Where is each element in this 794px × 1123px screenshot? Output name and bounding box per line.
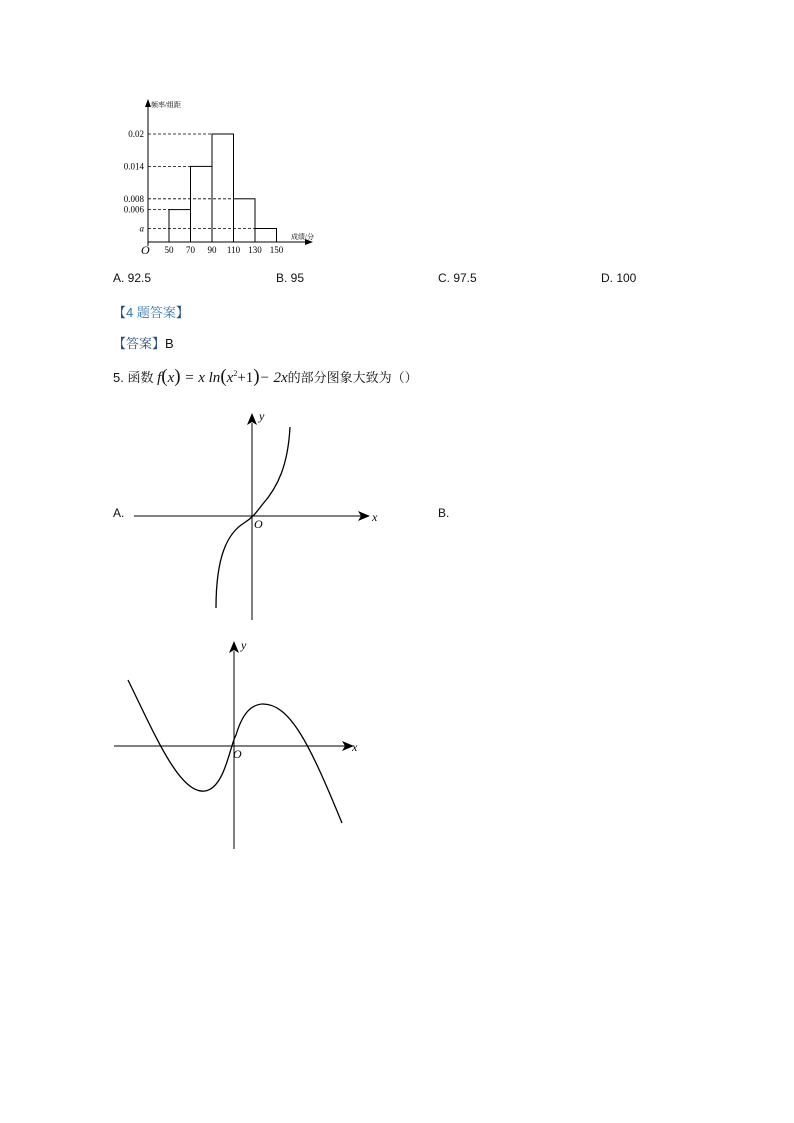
hist-y-tick-label: 0.014	[123, 161, 144, 172]
formula-x2: x	[226, 370, 234, 386]
formula-sup: 2	[233, 369, 238, 378]
q5-option-a-label[interactable]: A.	[113, 506, 125, 520]
hist-x-tick-label: 50	[164, 245, 174, 255]
graph-b-origin-label: O	[233, 747, 242, 761]
q5-lead: 函数	[127, 370, 154, 385]
formula-rhs: = x ln	[184, 370, 221, 386]
frequency-histogram	[108, 96, 338, 261]
hist-y-axis-label: 频率/组距	[151, 101, 181, 109]
q5-option-b-label[interactable]: B.	[438, 506, 450, 520]
hist-bar	[255, 229, 277, 243]
hist-bar	[212, 134, 234, 242]
answer-value: B	[165, 336, 174, 351]
graph-b-y-label: y	[241, 638, 247, 652]
hist-bar	[191, 166, 213, 242]
q4-answer-heading	[113, 302, 189, 321]
hist-y-tick-label: 0.008	[123, 193, 144, 204]
hist-x-tick-label: 90	[207, 245, 217, 255]
graph-b-x-label: x	[352, 740, 358, 754]
hist-x-axis-label: 成绩/分	[291, 233, 314, 241]
heading-text: 4 题答案	[126, 305, 176, 320]
formula-x: x	[167, 370, 175, 386]
hist-x-tick-label: 150	[269, 245, 284, 255]
hist-origin-label: O	[141, 243, 150, 257]
q5-number: 5.	[113, 370, 124, 385]
hist-x-tick-label: 130	[248, 245, 262, 255]
hist-y-tick-label: a	[139, 223, 144, 234]
hist-y-tick-label: 0.02	[128, 129, 144, 139]
graph-a-origin-label: O	[254, 517, 263, 531]
q4-option-d[interactable]: D. 100	[601, 271, 637, 285]
q4-option-c[interactable]: C. 97.5	[438, 271, 477, 285]
graph-a-x-label: x	[372, 510, 378, 524]
q4-answer	[113, 333, 174, 352]
graph-option-b[interactable]	[110, 635, 370, 855]
q5-question	[113, 366, 418, 388]
hist-y-tick-label: 0.006	[123, 204, 144, 215]
graph-a-y-label: y	[259, 409, 265, 423]
q4-option-a[interactable]: A. 92.5	[113, 271, 152, 285]
formula-minus2x: − 2x	[259, 370, 288, 386]
graph-option-a[interactable]	[130, 405, 385, 625]
q4-option-b[interactable]: B. 95	[276, 271, 305, 285]
hist-x-tick-label: 110	[226, 245, 241, 255]
q5-tail: 的部分图象大致为（）	[287, 370, 418, 385]
formula-plus1: +1	[237, 370, 254, 386]
heading-close-bracket: 】	[175, 305, 189, 320]
graph-a-curve	[216, 427, 290, 608]
formula-f: f	[157, 370, 162, 386]
hist-x-tick-label: 70	[186, 245, 195, 255]
q5-formula: f(x) = x $\ln(x^2+1)- 2x$	[157, 366, 288, 387]
hist-bar	[169, 210, 191, 242]
heading-open-bracket: 【	[113, 305, 127, 320]
answer-label: 【答案】	[113, 336, 166, 351]
hist-bar	[234, 199, 256, 242]
